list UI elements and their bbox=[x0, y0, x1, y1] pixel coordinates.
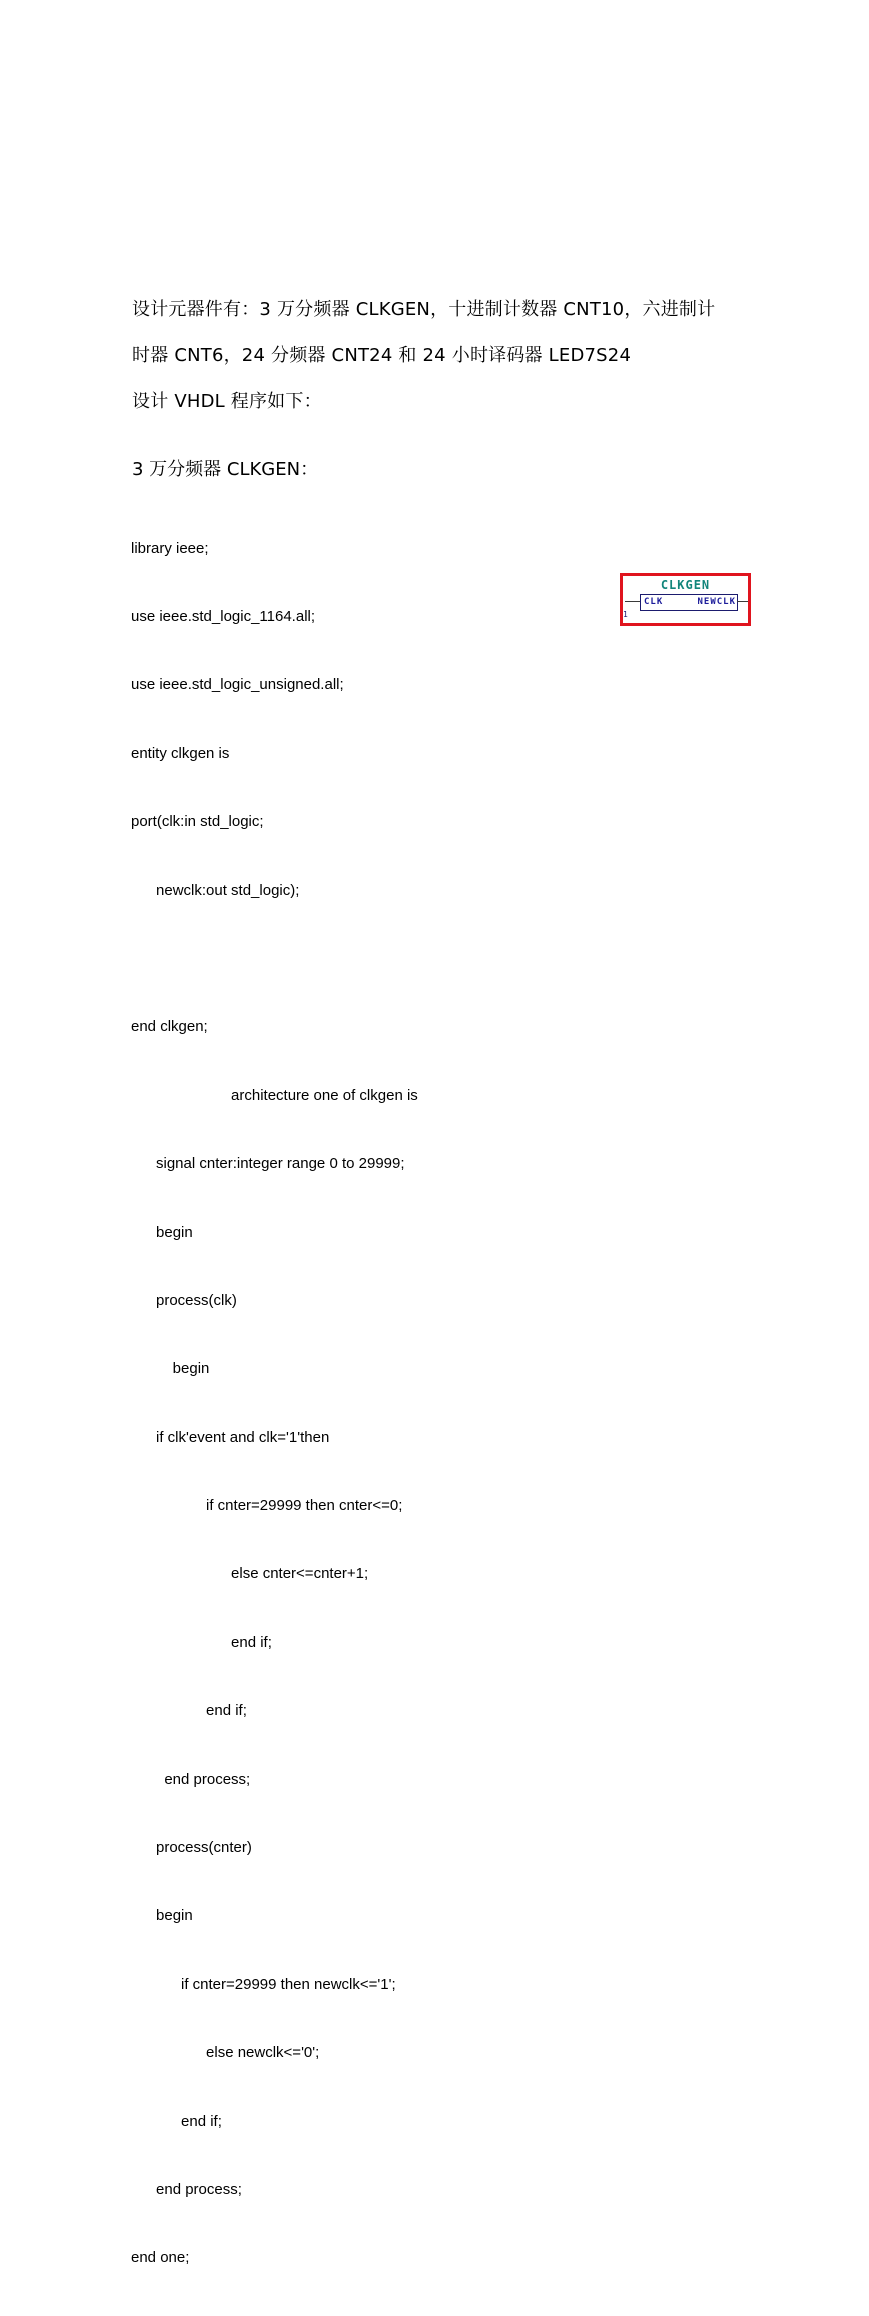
code-line: use ieee.std_logic_unsigned.all; bbox=[131, 676, 344, 694]
code-line: else newclk<='0'; bbox=[131, 2044, 320, 2062]
symbol-title: CLKGEN bbox=[660, 578, 711, 592]
output-port-label: NEWCLK bbox=[697, 597, 736, 607]
code-line: port(clk:in std_logic; bbox=[131, 813, 264, 831]
code-line: process(clk) bbox=[131, 1291, 237, 1309]
code-line: begin bbox=[131, 1907, 193, 1925]
code-line: library ieee; bbox=[131, 539, 209, 557]
intro-line-2: 时器 CNT6，24 分频器 CNT24 和 24 小时译码器 LED7S24 bbox=[132, 345, 632, 366]
symbol-index: 1 bbox=[623, 610, 628, 619]
newclk-pin-line bbox=[737, 601, 748, 602]
code-line bbox=[131, 948, 418, 971]
intro-line-1: 设计元器件有：3 万分频器 CLKGEN，十进制计数器 CNT10，六进制计 bbox=[132, 299, 716, 320]
clk-pin-line bbox=[625, 601, 640, 602]
code-line: if cnter=29999 then cnter<=0; bbox=[131, 1497, 403, 1515]
code-line: signal cnter:integer range 0 to 29999; bbox=[131, 1155, 405, 1173]
code-line: end one; bbox=[131, 2249, 190, 2267]
code-line: if clk'event and clk='1'then bbox=[131, 1428, 330, 1446]
code-line: begin bbox=[131, 1360, 210, 1378]
code-line: if cnter=29999 then newclk<='1'; bbox=[131, 1975, 396, 1993]
code-line: architecture one of clkgen is bbox=[131, 1086, 418, 1104]
code-line: end if; bbox=[131, 1633, 272, 1651]
clkgen-symbol bbox=[620, 573, 751, 626]
symbol-body bbox=[640, 594, 738, 611]
code-line: end process; bbox=[131, 2180, 242, 2198]
code-line: use ieee.std_logic_1164.all; bbox=[131, 607, 316, 625]
code-line: end clkgen; bbox=[131, 1018, 208, 1036]
code-line: newclk:out std_logic); bbox=[131, 881, 300, 899]
code-line: end if; bbox=[131, 2112, 222, 2130]
code-line: begin bbox=[131, 1223, 193, 1241]
code-line: else cnter<=cnter+1; bbox=[131, 1565, 369, 1583]
intro-line-3: 设计 VHDL 程序如下： bbox=[132, 391, 322, 412]
code-line: end process; bbox=[131, 1770, 251, 1788]
vhdl-code-block bbox=[131, 492, 418, 2316]
code-line: entity clkgen is bbox=[131, 744, 230, 762]
input-port-label: CLK bbox=[644, 597, 664, 607]
code-line: process(cnter) bbox=[131, 1839, 252, 1857]
section-title: 3 万分频器 CLKGEN： bbox=[132, 459, 319, 480]
code-line: end if; bbox=[131, 1702, 247, 1720]
